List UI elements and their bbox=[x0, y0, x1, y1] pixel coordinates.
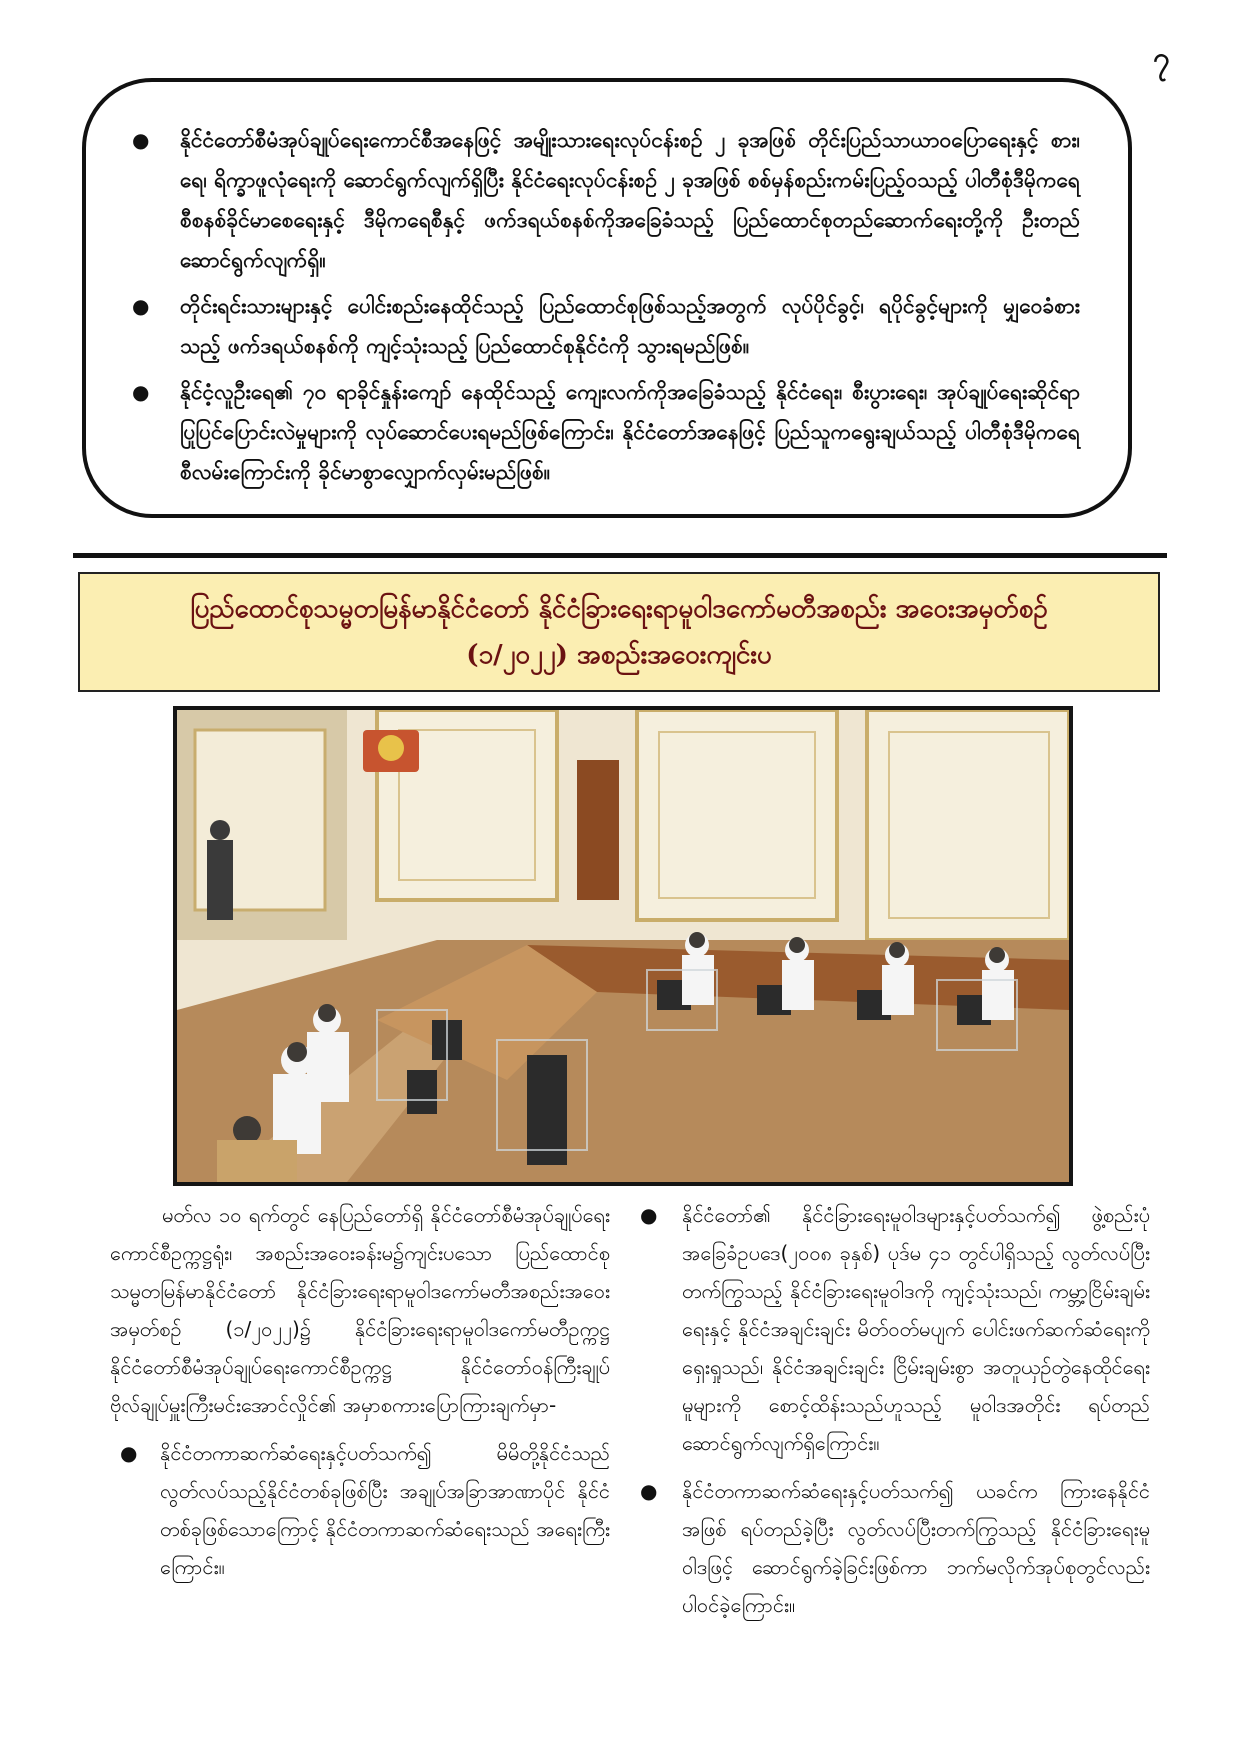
article-bullet: ● နိုင်ငံတကာဆက်ဆံရေးနှင့်ပတ်သက်၍ ယခင်က ကြားနေနိုင်ငံအဖြစ် ရပ်တည်ခဲ့ပြီး လွတ်လပ်ပြီးတက်ကြွသည့် နိုင်ငံခြားရေးမူဝါဒဖြင့် ဆောင်ရွက်ခဲ့ခြင်းဖြစ်ကာ ဘက်မလိုက်အုပ်စုတွင်လည်း ပါဝင်ခဲ့ကြောင်း။ bbox=[630, 1472, 1150, 1624]
headline-line-1: ပြည်ထောင်စုသမ္မတမြန်မာနိုင်ငံတော် နိုင်ငံခြားရေးရာမူဝါဒကော်မတီအစည်း အဝေးအမှတ်စဉ် bbox=[190, 594, 1048, 624]
article-left-bullets bbox=[110, 1434, 610, 1586]
page-number: ၇ bbox=[1153, 41, 1170, 76]
article-intro: မတ်လ ၁၀ ရက်တွင် နေပြည်တော်ရှိ နိုင်ငံတော်စီမံအုပ်ချုပ်ရေးကောင်စီဥက္ကဋ္ဌရုံး၊ အစည်းအဝေးခန်းမ၌ကျင်းပသော ပြည်ထောင်စုသမ္မတမြန်မာနိုင်ငံတော် နိုင်ငံခြားရေးရာမူဝါဒကော်မတီအစည်းအဝေးအမှတ်စဉ် (၁/၂၀၂၂)၌ နိုင်ငံခြားရေးရာမူဝါဒကော်မတီဥက္ကဋ္ဌ နိုင်ငံတော်စီမံအုပ်ချုပ်ရေးကောင်စီဥက္ကဋ္ဌ နိုင်ငံတော်ဝန်ကြီးချုပ် ဗိုလ်ချုပ်မှူးကြီးမင်းအောင်လှိုင်၏ အမှာစကားပြောကြားချက်မှာ- bbox=[110, 1203, 610, 1417]
meeting-room-illustration bbox=[177, 710, 1069, 1182]
headline-box bbox=[78, 572, 1160, 692]
state-emblem-icon bbox=[363, 730, 419, 772]
article-right-column bbox=[630, 1196, 1150, 1634]
summary-bullet: ● နိုင်ငံ့လူဦးရေ၏ ၇၀ ရာခိုင်နှုန်းကျော် နေထိုင်သည့် ကျေးလက်ကိုအခြေခံသည့် နိုင်ငံရေး၊ စီးပွားရေး၊ အုပ်ချုပ်ရေးဆိုင်ရာ ပြုပြင်ပြောင်းလဲမှုများကို လုပ်ဆောင်ပေးရမည်ဖြစ်ကြောင်း၊ နိုင်ငံတော်အနေဖြင့် ပြည်သူကရွေးချယ်သည့် ပါတီစုံဒီမိုကရေစီလမ်းကြောင်းကို ခိုင်မာစွာလျှောက်လှမ်းမည်ဖြစ်။ bbox=[122, 372, 1080, 492]
article-right-bullets bbox=[630, 1196, 1150, 1624]
article-left-column bbox=[110, 1196, 610, 1596]
summary-bullet-list bbox=[122, 120, 1080, 492]
section-divider bbox=[73, 553, 1167, 558]
summary-box bbox=[82, 78, 1132, 518]
summary-bullet: ● နိုင်ငံတော်စီမံအုပ်ချုပ်ရေးကောင်စီအနေဖြင့် အမျိုးသားရေးလုပ်ငန်းစဉ် ၂ ခုအဖြစ် တိုင်းပြည်သာယာဝပြောရေးနှင့် စား၊ ရေ၊ ရိက္ခာဖူလုံရေးကို ဆောင်ရွက်လျက်ရှိပြီး နိုင်ငံရေးလုပ်ငန်းစဉ် ၂ ခုအဖြစ် စစ်မှန်စည်းကမ်းပြည့်ဝသည့် ပါတီစုံဒီမိုကရေစီစနစ်ခိုင်မာစေရေးနှင့် ဒီမိုကရေစီနှင့် ဖက်ဒရယ်စနစ်ကိုအခြေခံသည့် ပြည်ထောင်စုတည်ဆောက်ရေးတို့ကို ဦးတည်ဆောင်ရွက်လျက်ရှိ။ bbox=[122, 120, 1080, 280]
article-bullet: ● နိုင်ငံတော်၏ နိုင်ငံခြားရေးမူဝါဒများနှင့်ပတ်သက်၍ ဖွဲ့စည်းပုံအခြေခံဥပဒေ(၂၀၀၈ ခုနှစ်) ပုဒ်မ ၄၁ တွင်ပါရှိသည့် လွတ်လပ်ပြီးတက်ကြွသည့် နိုင်ငံခြားရေးမူဝါဒကို ကျင့်သုံးသည်၊ ကမ္ဘာ့ငြိမ်းချမ်းရေးနှင့် နိုင်ငံအချင်းချင်း မိတ်ဝတ်မပျက် ပေါင်းဖက်ဆက်ဆံရေးကိုရှေးရှုသည်၊ နိုင်ငံအချင်းချင်း ငြိမ်းချမ်းစွာ အတူယှဉ်တွဲနေထိုင်ရေးမူများကို စောင့်ထိန်းသည်ဟူသည့် မူဝါဒအတိုင်း ရပ်တည်ဆောင်ရွက်လျက်ရှိကြောင်း။ bbox=[630, 1196, 1150, 1462]
article-bullet: ● နိုင်ငံတကာဆက်ဆံရေးနှင့်ပတ်သက်၍ မိမိတို့နိုင်ငံသည် လွတ်လပ်သည့်နိုင်ငံတစ်ခုဖြစ်ပြီး အချုပ်အခြာအာဏာပိုင် နိုင်ငံတစ်ခုဖြစ်သောကြောင့် နိုင်ငံတကာဆက်ဆံရေးသည် အရေးကြီးကြောင်း။ bbox=[110, 1434, 610, 1586]
meeting-photo bbox=[173, 706, 1073, 1186]
summary-bullet: ● တိုင်းရင်းသားများနှင့် ပေါင်းစည်းနေထိုင်သည့် ပြည်ထောင်စုဖြစ်သည့်အတွက် လုပ်ပိုင်ခွင့်၊ ရပိုင်ခွင့်များကို မျှဝေခံစားသည့် ဖက်ဒရယ်စနစ်ကို ကျင့်သုံးသည့် ပြည်ထောင်စုနိုင်ငံကို သွားရမည်ဖြစ်။ bbox=[122, 286, 1080, 366]
headline-line-2: (၁/၂၀၂၂) အစည်းအဝေးကျင်းပ bbox=[466, 640, 772, 670]
